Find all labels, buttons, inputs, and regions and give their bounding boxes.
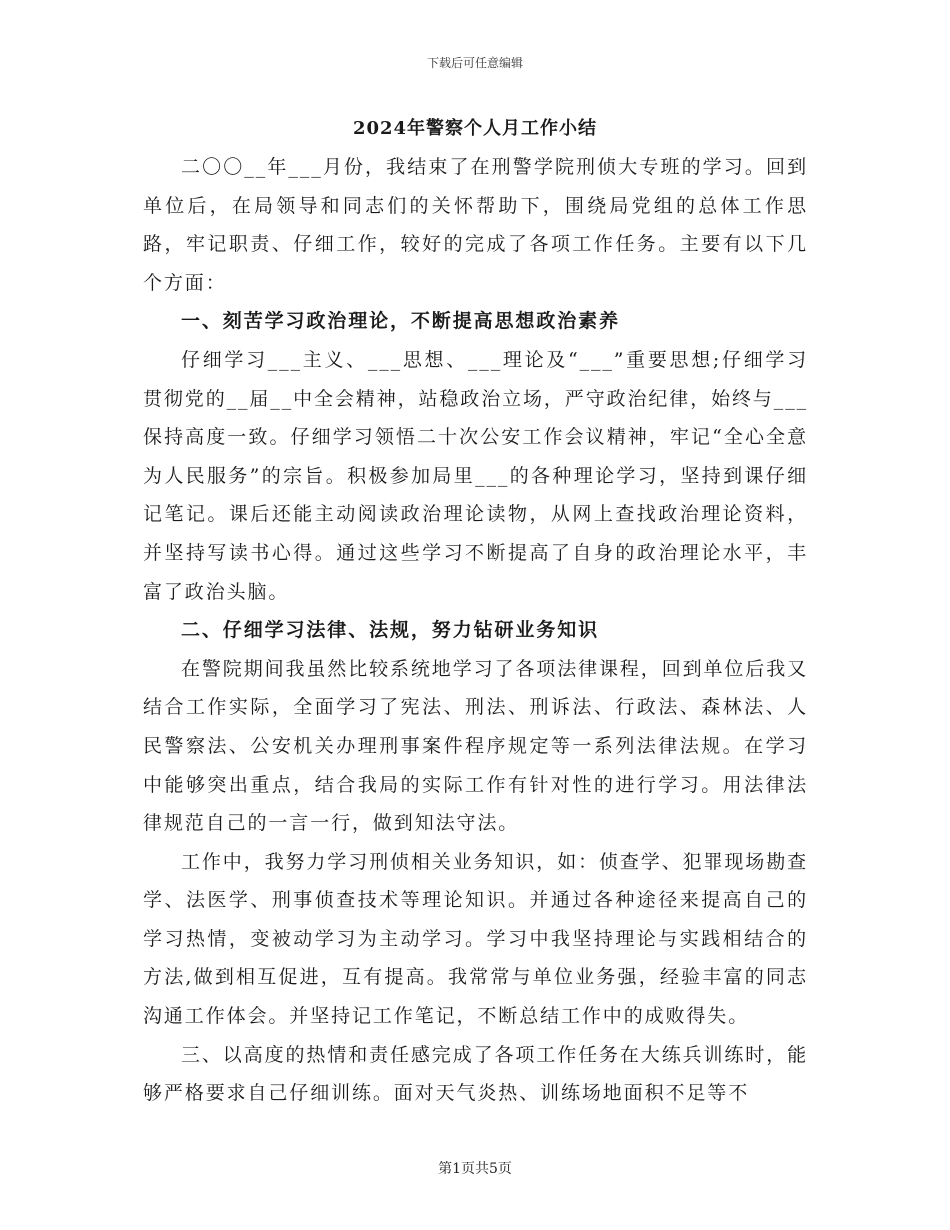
section-heading-2: 二、仔细学习法律、法规，努力钻研业务知识: [181, 619, 600, 642]
section-3-paragraph: 三、以高度的热情和责任感完成了各项工作任务在大练兵训练时，能够严格要求自己仔细训练。面对天气炎热、训练场地面积不足等不: [143, 1043, 809, 1105]
section-1-paragraph: 仔细学习___主义、___思想、___理论及“___”重要思想;仔细学习贯彻党的__届__中全会精神，站稳政治立场，严守政治纪律，始终与___保持高度一致。仔细学习领悟二十次公安工作会议精神，牢记“全心全意为人民服务”的宗旨。积极参加局里___的各种理论学习，坚持到课仔细记笔记。课后还能主动阅读政治理论读物，从网上查找政治理论资料，并坚持写读书心得。通过这些学习不断提高了自身的政治理论水平，丰富了政治头脑。: [143, 348, 809, 603]
document-title: 2024年警察个人月工作小结: [352, 118, 598, 139]
section-2-paragraph-2: 工作中，我努力学习刑侦相关业务知识，如：侦查学、犯罪现场勘查学、法医学、刑事侦查技术等理论知识。并通过各种途径来提高自己的学习热情，变被动学习为主动学习。学习中我坚持理论与实践相结合的方法,做到相互促进，互有提高。我常常与单位业务强，经验丰富的同志沟通工作体会。并坚持记工作笔记，不断总结工作中的成败得失。: [143, 850, 809, 1028]
page-number: 第1页共5页: [438, 1161, 512, 1177]
section-heading-1: 一、刻苦学习政治理论，不断提高思想政治素养: [181, 310, 620, 333]
header-note: 下载后可任意编辑: [426, 56, 523, 70]
document-body: [143, 148, 808, 1113]
section-2-paragraph-1: 在警院期间我虽然比较系统地学习了各项法律课程，回到单位后我又结合工作实际，全面学习了宪法、刑法、刑诉法、行政法、森林法、人民警察法、公安机关办理刑事案件程序规定等一系列法律法规。在学习中能够突出重点，结合我局的实际工作有针对性的进行学习。用法律法律规范自己的一言一行，做到知法守法。: [143, 657, 809, 835]
intro-paragraph: 二〇〇__年___月份，我结束了在刑警学院刑侦大专班的学习。回到单位后，在局领导和同志们的关怀帮助下，围绕局党组的总体工作思路，牢记职责、仔细工作，较好的完成了各项工作任务。主要有以下几个方面：: [143, 156, 808, 294]
